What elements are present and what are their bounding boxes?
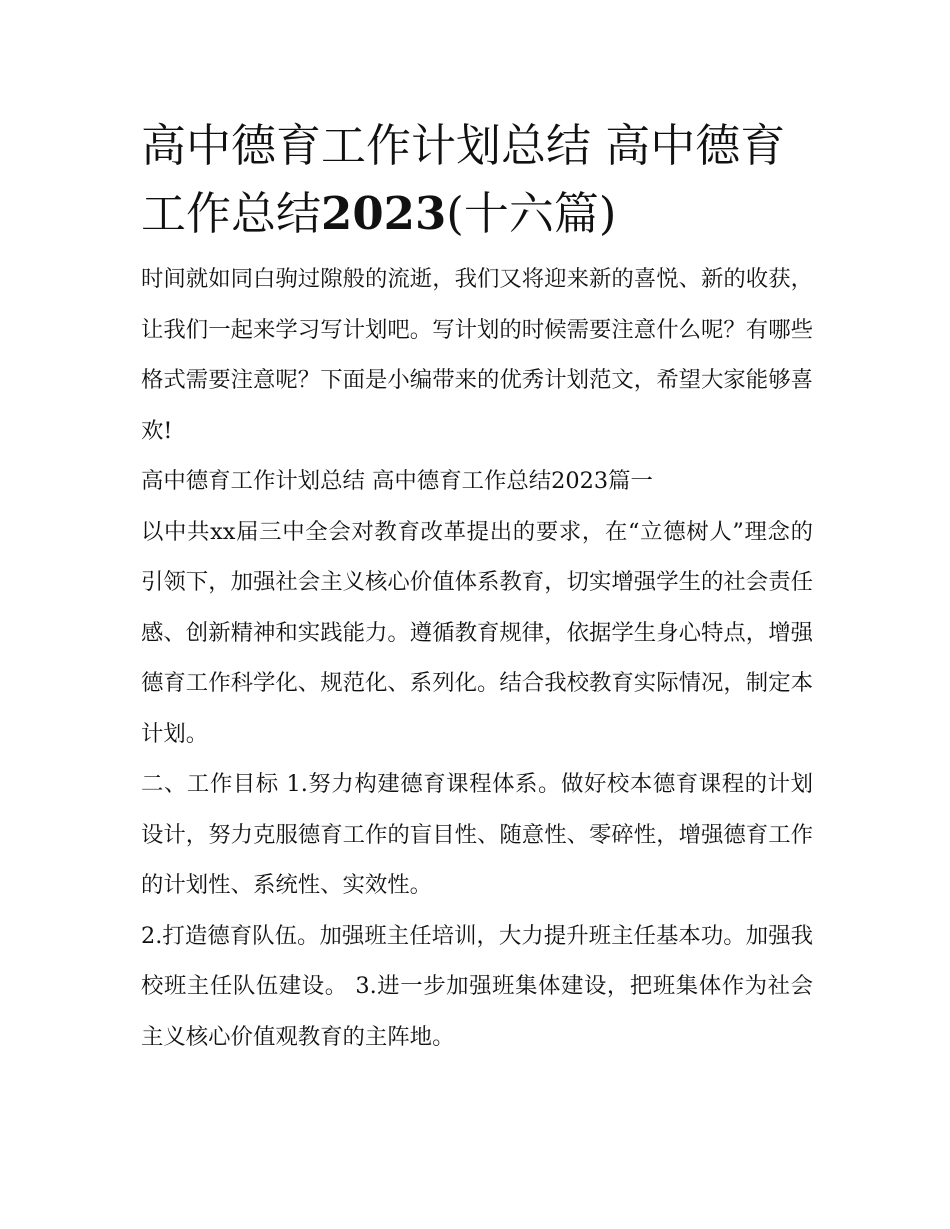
title-text: 高中德育工作计划总结 高中德育工作总结 bbox=[141, 119, 786, 240]
document-title bbox=[141, 112, 813, 248]
guiding-paragraph: 以中共xx届三中全会对教育改革提出的要求，在“立德树人”理念的引领下，加强社会主义核心价值体系教育，切实增强学生的社会责任感、创新精神和实践能力。遵循教育规律，依据学生身心特点，增强德育工作科学化、规范化、系列化。结合我校教育实际情况，制定本计划。 bbox=[141, 518, 813, 747]
goals-paragraph: 二、工作目标 1.努力构建德育课程体系。做好校本德育课程的计划设计，努力克服德育工作的盲目性、随意性、零碎性，增强德育工作的计划性、系统性、实效性。 bbox=[141, 771, 813, 898]
intro-paragraph: 时间就如同白驹过隙般的流逝，我们又将迎来新的喜悦、新的收获，让我们一起来学习写计划吧。写计划的时候需要注意什么呢？有哪些格式需要注意呢？下面是小编带来的优秀计划范文，希望大家能够喜欢! bbox=[141, 266, 813, 444]
title-suffix: (十六篇) bbox=[446, 187, 617, 240]
team-paragraph: 2.打造德育队伍。加强班主任培训，大力提升班主任基本功。加强我校班主任队伍建设。 3.进一步加强班集体建设，把班集体作为社会主义核心价值观教育的主阵地。 bbox=[141, 922, 813, 1050]
document-body bbox=[141, 112, 813, 1062]
section-heading: 高中德育工作计划总结 高中德育工作总结2023篇一 bbox=[141, 468, 653, 494]
title-year: 2023 bbox=[321, 187, 447, 240]
